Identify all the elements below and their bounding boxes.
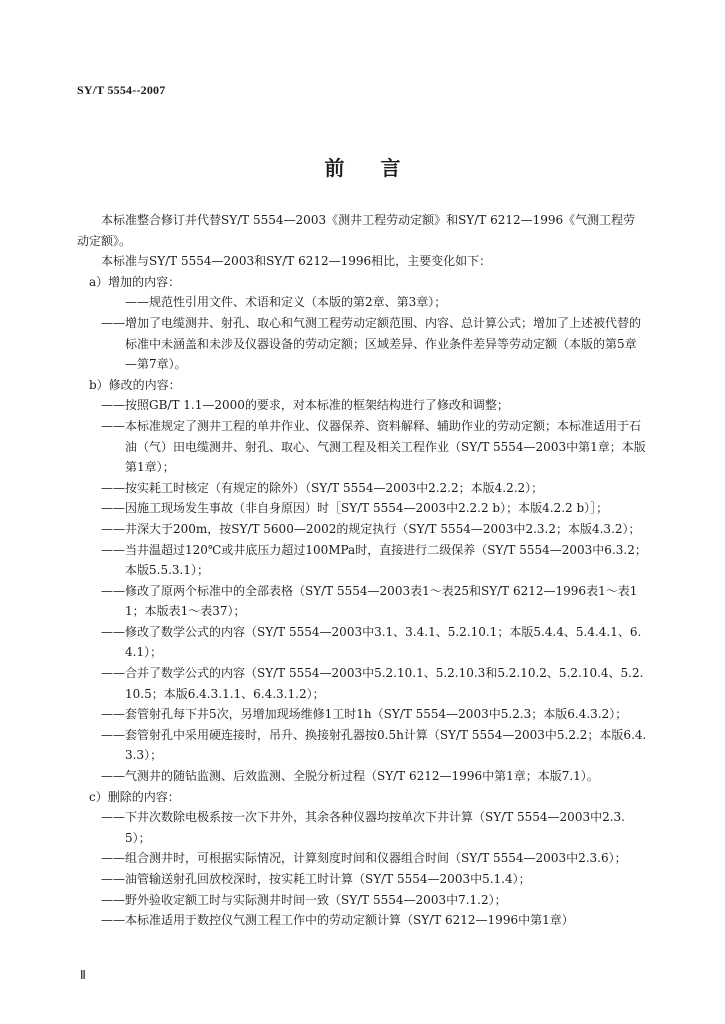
paragraph: ——下井次数除电极系按一次下井外，其余各种仪器均按单次下井计算（SY/T 5554—2003中2.3.5）；: [101, 810, 625, 845]
paragraph: ——野外验收定额工时与实际测井时间一致（SY/T 5554—2003中7.1.2）；: [101, 892, 507, 907]
paragraph: ——本标准规定了测井工程的单井作业、仪器保养、资料解释、辅助作业的劳动定额；本标准适用于石油（气）田电缆测井、射孔、取心、气测工程及相关工程作业（SY/T 5554—2003中第1章；本版第1章）；: [101, 418, 646, 475]
paragraph: ——井深大于200m，按SY/T 5600—2002的规定执行（SY/T 5554—2003中2.3.2；本版4.3.2）；: [101, 521, 641, 536]
document-code: SY/T 5554--2007: [77, 83, 166, 97]
paragraph: ——本标准适用于数控仪气测工程工作中的劳动定额计算（SY/T 6212—1996中第1章）: [101, 913, 574, 928]
paragraph: ——按照GB/T 1.1—2000的要求，对本标准的框架结构进行了修改和调整；: [101, 398, 509, 413]
paragraph: c）删除的内容：: [89, 789, 180, 804]
paragraph: ——修改了数学公式的内容（SY/T 5554—2003中3.1、3.4.1、5.2.10.1；本版5.4.4、5.4.4.1、6.4.1）；: [101, 624, 642, 660]
page-number: Ⅱ: [80, 968, 86, 982]
paragraph: ——套管射孔每下井5次，另增加现场维修1工时1h（SY/T 5554—2003中5.2.3；本版6.4.3.2）；: [101, 707, 628, 722]
document-body: [77, 210, 647, 931]
paragraph: 本标准与SY/T 5554—2003和SY/T 6212—1996相比，主要变化如下：: [101, 254, 492, 269]
paragraph: ——修改了原两个标准中的全部表格（SY/T 5554—2003表1～表25和SY/T 6212—1996表1～表11；本版表1～表37）；: [101, 583, 638, 619]
paragraph: ——按实耗工时核定（有规定的除外）（SY/T 5554—2003中2.2.2；本版4.2.2）；: [101, 480, 544, 495]
paragraph: ——增加了电缆测井、射孔、取心和气测工程劳动定额范围、内容、总计算公式；增加了上述被代替的标准中未涵盖和未涉及仪器设备的劳动定额；区域差异、作业条件差异等劳动定额（本版的第5章—第7章）。: [101, 315, 642, 372]
paragraph: b）修改的内容：: [89, 377, 181, 392]
paragraph: ——套管射孔中采用硬连接时，吊升、换接射孔器按0.5h计算（SY/T 5554—2003中5.2.2；本版6.4.3.3）；: [101, 727, 647, 763]
paragraph: ——组合测井时，可根据实际情况，计算刻度时间和仪器组合时间（SY/T 5554—2003中2.3.6）；: [101, 851, 627, 866]
page-title: 前言: [324, 156, 437, 180]
paragraph: ——合并了数学公式的内容（SY/T 5554—2003中5.2.10.1、5.2.10.3和5.2.10.2、5.2.10.4、5.2.10.5；本版6.4.3.1.1、6.4.3.1.2）；: [101, 666, 644, 701]
paragraph: ——当井温超过120℃或井底压力超过100MPa时，直接进行二级保养（SY/T 5554—2003中6.3.2；本版5.5.3.1）；: [101, 542, 647, 578]
paragraph: ——规范性引用文件、术语和定义（本版的第2章、第3章）；: [125, 295, 447, 310]
paragraph: ——气测井的随钻监测、后效监测、全脱分析过程（SY/T 6212—1996中第1章；本版7.1）。: [101, 769, 599, 784]
paragraph: 本标准整合修订并代替SY/T 5554—2003《测井工程劳动定额》和SY/T 6212—1996《气测工程劳动定额》。: [77, 213, 636, 248]
paragraph: ——因施工现场发生事故（非自身原因）时［SY/T 5554—2003中2.2.2 b）；本版4.2.2 b）］；: [101, 501, 609, 516]
paragraph: a）增加的内容：: [89, 274, 181, 289]
paragraph: ——油管输送射孔回放校深时，按实耗工时计算（SY/T 5554—2003中5.1.4）；: [101, 872, 531, 886]
